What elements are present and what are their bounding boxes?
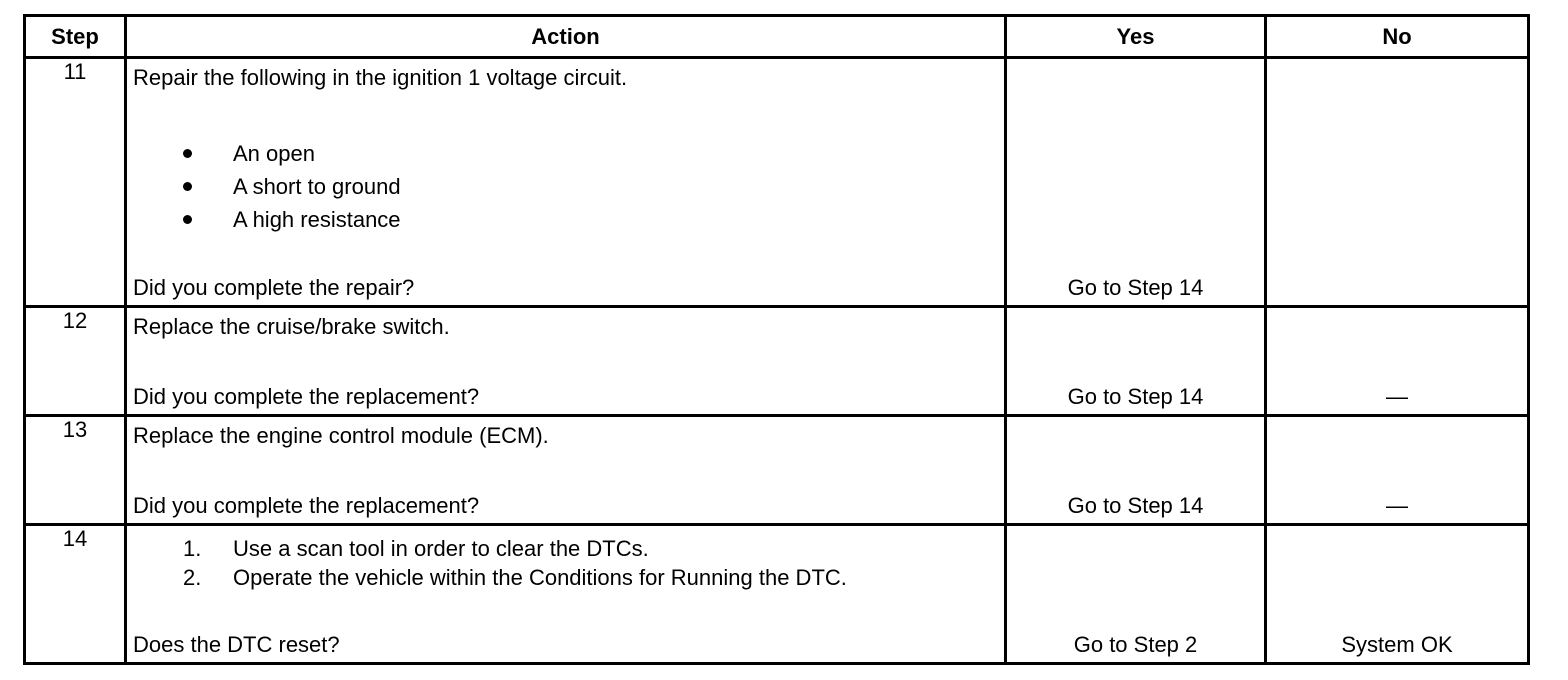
- bullet-icon: [183, 149, 192, 158]
- no-cell: [1266, 307, 1529, 416]
- yes-cell: [1006, 58, 1266, 307]
- action-cell: [126, 58, 1006, 307]
- action-question: Did you complete the repair?: [133, 275, 415, 300]
- action-question: Did you complete the replacement?: [133, 384, 480, 409]
- list-item-text: Use a scan tool in order to clear the DTCs.: [233, 536, 649, 561]
- action-instruction: Replace the engine control module (ECM).: [133, 423, 549, 448]
- table-row: [25, 58, 1529, 307]
- list-item-text: A short to ground: [233, 174, 401, 199]
- list-item-number: 1.: [183, 536, 202, 561]
- numbered-list: [133, 534, 847, 592]
- list-item: [133, 563, 847, 592]
- table-row: [25, 525, 1529, 664]
- diagnostic-table: [23, 14, 1530, 665]
- bullet-icon: [183, 215, 192, 224]
- step-number: 11: [25, 58, 126, 307]
- action-question: Does the DTC reset?: [133, 632, 340, 657]
- action-cell: [126, 307, 1006, 416]
- list-item: [133, 137, 401, 170]
- yes-cell: [1006, 416, 1266, 525]
- header-yes: Yes: [1006, 16, 1266, 58]
- no-cell: [1266, 416, 1529, 525]
- no-result: —: [1386, 493, 1408, 518]
- list-item-text: An open: [233, 141, 315, 166]
- list-item: [133, 203, 401, 236]
- header-step: Step: [25, 16, 126, 58]
- step-number: 13: [25, 416, 126, 525]
- bullet-list: [133, 137, 401, 236]
- header-no: No: [1266, 16, 1529, 58]
- action-instruction: Replace the cruise/brake switch.: [133, 314, 450, 339]
- action-cell: [126, 416, 1006, 525]
- yes-cell: [1006, 525, 1266, 664]
- table-row: [25, 416, 1529, 525]
- no-cell: [1266, 58, 1529, 307]
- header-action: Action: [126, 16, 1006, 58]
- yes-cell: [1006, 307, 1266, 416]
- step-number: 12: [25, 307, 126, 416]
- list-item: [133, 170, 401, 203]
- list-item: [133, 534, 847, 563]
- yes-result: Go to Step 14: [1067, 384, 1204, 409]
- no-result: System OK: [1341, 632, 1453, 657]
- header-row: [25, 16, 1529, 58]
- no-cell: [1266, 525, 1529, 664]
- no-result: —: [1386, 384, 1408, 409]
- action-instruction: Repair the following in the ignition 1 voltage circuit.: [133, 65, 628, 90]
- yes-result: Go to Step 14: [1067, 493, 1204, 518]
- bullet-icon: [183, 182, 192, 191]
- action-question: Did you complete the replacement?: [133, 493, 480, 518]
- list-item-number: 2.: [183, 565, 202, 590]
- table-row: [25, 307, 1529, 416]
- list-item-text: Operate the vehicle within the Conditions for Running the DTC.: [233, 565, 847, 590]
- step-number: 14: [25, 525, 126, 664]
- yes-result: Go to Step 14: [1067, 275, 1204, 300]
- action-cell: [126, 525, 1006, 664]
- yes-result: Go to Step 2: [1073, 632, 1198, 657]
- list-item-text: A high resistance: [233, 207, 401, 232]
